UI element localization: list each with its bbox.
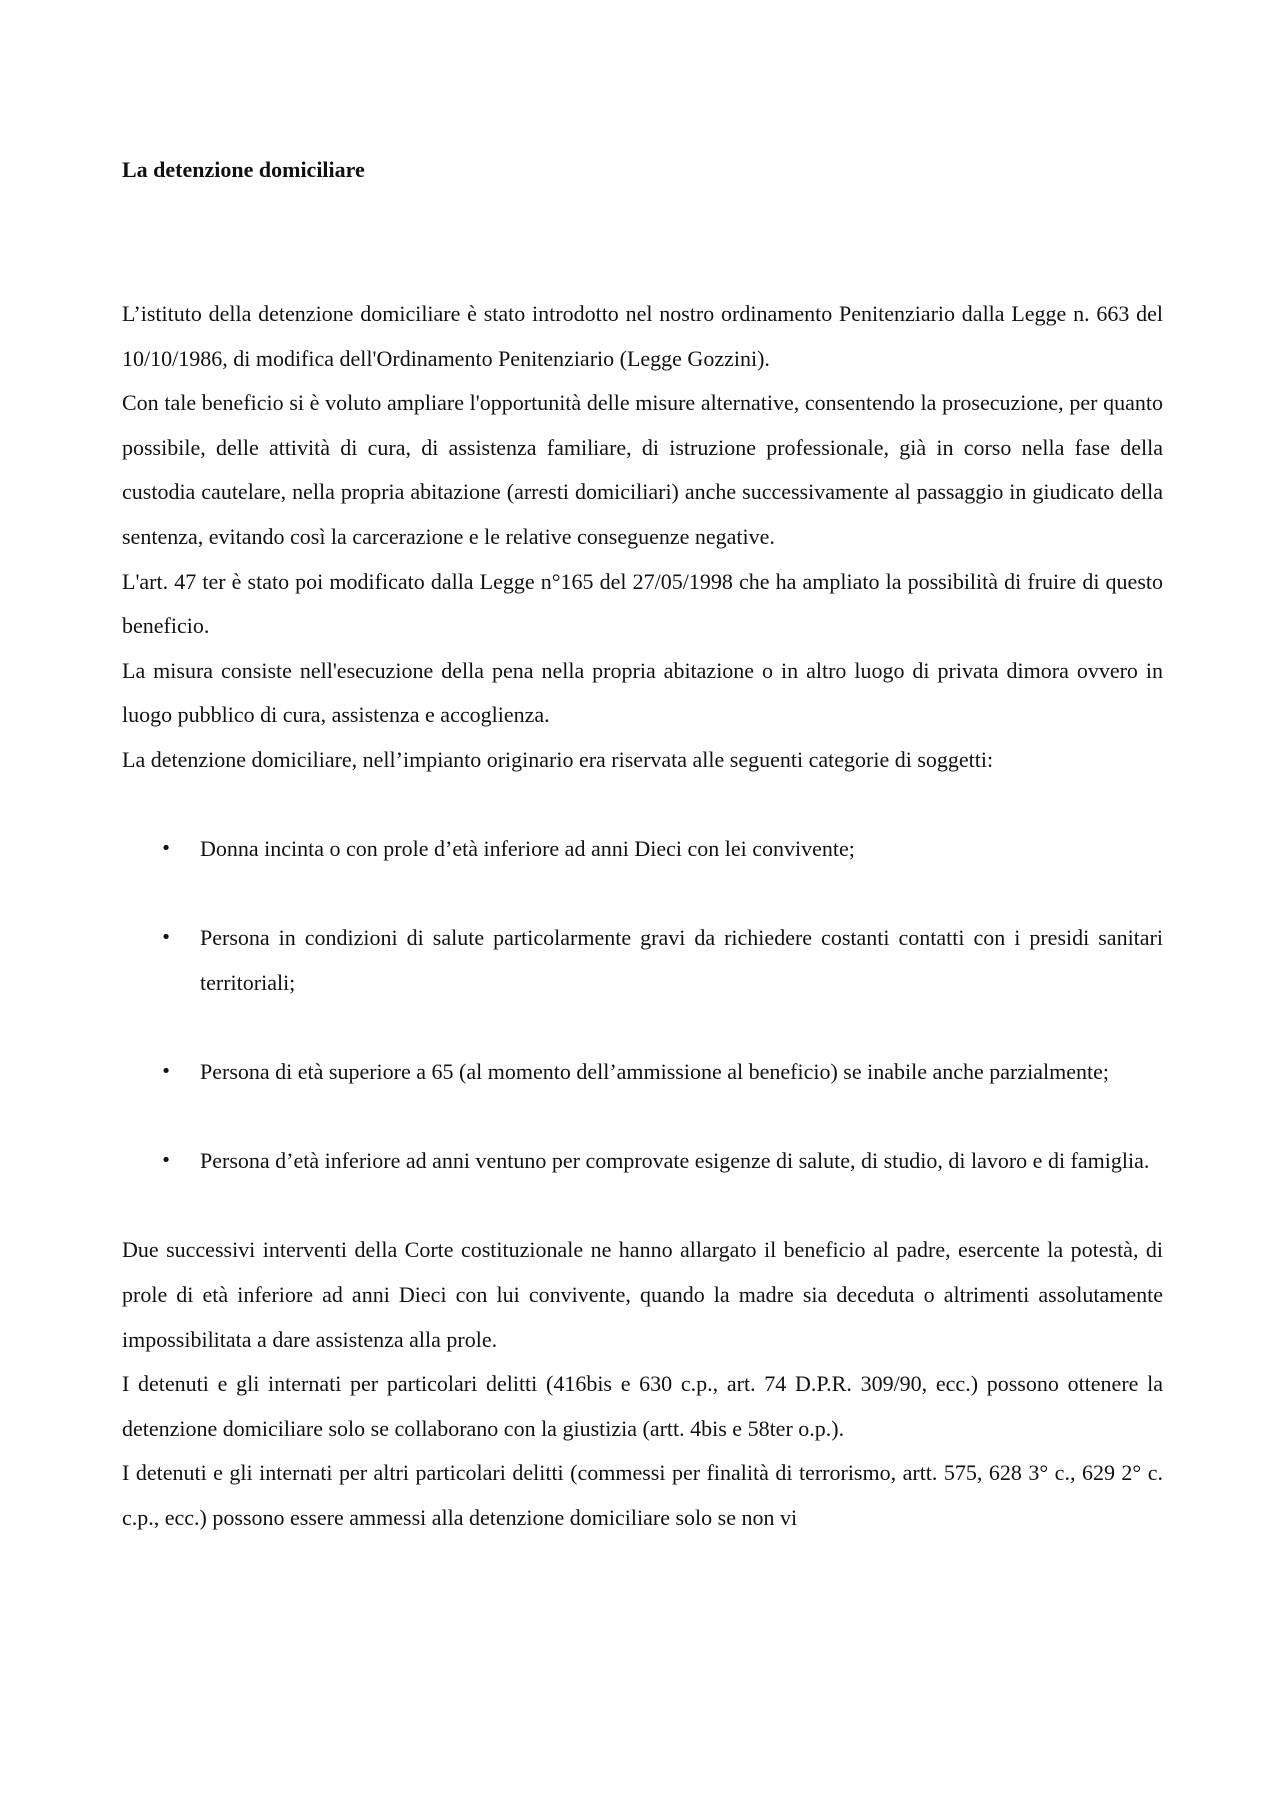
bullet-icon: • (160, 927, 172, 949)
paragraph-benefit-purpose: Con tale beneficio si è voluto ampliare l'opportunità delle misure alternative, consentendo la prosecuzione, per quanto possibile, delle attività di cura, di assistenza familiare, di istruzione professionale, già in corso nella fase della custodia cautelare, nella propria abitazione (arresti domiciliari) anche successivamente al passaggio in giudicato della sentenza, evitando così la carcerazione e le relative conseguenze negative. (122, 390, 1163, 549)
paragraph-collaboration-requirement: I detenuti e gli internati per particolari delitti (416bis e 630 c.p., art. 74 D.P.R. 309/90, ecc.) possono ottenere la detenzione domiciliare solo se collaborano con la giustizia (artt. 4bis e 58ter o.p.). (122, 1371, 1163, 1441)
list-item-text: Persona in condizioni di salute particolarmente gravi da richiedere costanti contatti con i presidi sanitari territoriali; (200, 925, 1163, 995)
paragraph-measure-definition: La misura consiste nell'esecuzione della pena nella propria abitazione o in altro luogo di privata dimora ovvero in luogo pubblico di cura, assistenza e accoglienza. (122, 657, 1163, 728)
list-item-text: Donna incinta o con prole d’età inferiore ad anni Dieci con lei convivente; (200, 836, 855, 862)
list-item (122, 827, 1163, 872)
bullet-icon: • (160, 1150, 172, 1172)
paragraph-art-47-ter: L'art. 47 ter è stato poi modificato dalla Legge n°165 del 27/05/1998 che ha ampliato la possibilità di fruire di questo beneficio. (122, 568, 1163, 639)
list-item (122, 1050, 1163, 1095)
categories-list (122, 827, 1163, 1184)
bullet-icon: • (160, 1061, 172, 1083)
document-body (122, 152, 1163, 1541)
paragraph-other-crimes: I detenuti e gli internati per altri particolari delitti (commessi per finalità di terrorismo, artt. 575, 628 3° c., 629 2° c. c.p., ecc.) possono essere ammessi alla detenzione domiciliare solo se non vi (122, 1460, 1163, 1531)
list-item (122, 916, 1163, 1005)
bullet-icon: • (160, 838, 172, 860)
paragraph-categories-intro: La detenzione domiciliare, nell’impianto originario era riservata alle seguenti categorie di soggetti: (122, 746, 994, 772)
paragraph-constitutional-court: Due successivi interventi della Corte costituzionale ne hanno allargato il beneficio al padre, esercente la potestà, di prole di età inferiore ad anni Dieci con lui convivente, quando la madre sia deceduta o altrimenti assolutamente impossibilitata a dare assistenza alla prole. (122, 1237, 1163, 1352)
paragraph-intro-law: L’istituto della detenzione domiciliare è stato introdotto nel nostro ordinamento Penitenziario dalla Legge n. 663 del 10/10/1986, di modifica dell'Ordinamento Penitenziario (Legge Gozzini). (122, 301, 1163, 371)
list-item-text: Persona d’età inferiore ad anni ventuno per comprovate esigenze di salute, di studio, di lavoro e di famiglia. (200, 1148, 1150, 1174)
list-item-text: Persona di età superiore a 65 (al momento dell’ammissione al beneficio) se inabile anche parzialmente; (200, 1059, 1109, 1085)
list-item (122, 1139, 1163, 1184)
document-title: La detenzione domiciliare (122, 157, 365, 182)
